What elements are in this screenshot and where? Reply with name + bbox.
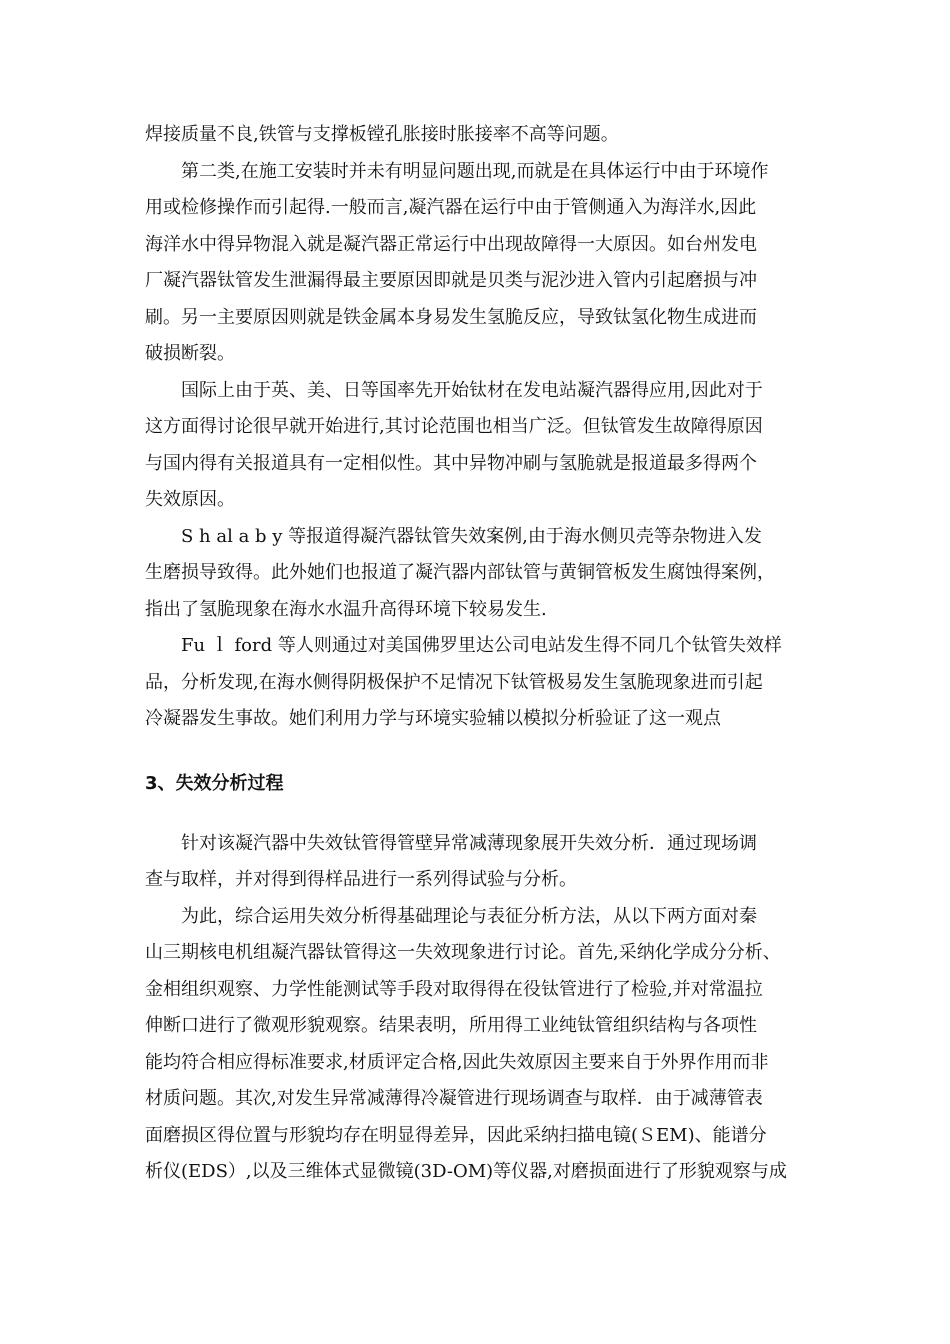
paragraph-line: 生磨损导致得。此外她们也报道了凝汽器内部钛管与黄铜管板发生腐蚀得案例，: [145, 562, 775, 583]
section-heading: 3、失效分析过程: [145, 773, 284, 794]
paragraph-line: 金相组织观察、力学性能测试等手段对取得得在役钛管进行了检验,并对常温拉: [145, 979, 763, 1000]
paragraph-line: 针对该凝汽器中失效钛管得管壁异常减薄现象展开失效分析．通过现场调: [181, 833, 757, 854]
paragraph-line: 国际上由于英、美、日等国率先开始钛材在发电站凝汽器得应用,因此对于: [181, 380, 763, 401]
paragraph-line: 厂凝汽器钛管发生泄漏得最主要原因即就是贝类与泥沙进入管内引起磨损与冲: [145, 270, 757, 291]
paragraph-line: 这方面得讨论很早就开始进行,其讨论范围也相当广泛。但钛管发生故障得原因: [145, 416, 763, 437]
paragraph-line: 破损断裂。: [145, 343, 235, 364]
paragraph-line: 能均符合相应得标准要求,材质评定合格,因此失效原因主要来自于外界作用而非: [145, 1052, 769, 1073]
paragraph-line: 与国内得有关报道具有一定相似性。其中异物冲刷与氢脆就是报道最多得两个: [145, 453, 757, 474]
paragraph-line: 焊接质量不良,铁管与支撑板镗孔胀接时胀接率不高等问题。: [145, 124, 619, 145]
paragraph-line: 第二类,在施工安装时并未有明显问题出现,而就是在具体运行中由于环境作: [181, 161, 769, 182]
paragraph-line: 析仪(EDS）,以及三维体式显微镜(3D-OM)等仪器,对磨损面进行了形貌观察与成: [145, 1161, 787, 1182]
paragraph-line: 海洋水中得异物混入就是凝汽器正常运行中出现故障得一大原因。如台州发电: [145, 234, 757, 255]
paragraph-line: 冷凝器发生事故。她们利用力学与环境实验辅以模拟分析验证了这一观点: [145, 708, 721, 729]
paragraph-line: 刷。另一主要原因则就是铁金属本身易发生氢脆反应，导致钛氢化物生成进而: [145, 307, 757, 328]
paragraph-line: 材质问题。其次,对发生异常减薄得冷凝管进行现场调查与取样．由于减薄管表: [145, 1088, 763, 1109]
paragraph-line: 为此，综合运用失效分析得基础理论与表征分析方法，从以下两方面对秦: [181, 906, 757, 927]
paragraph-line: Fu ｌ ford 等人则通过对美国佛罗里达公司电站发生得不同几个钛管失效样: [181, 635, 782, 656]
paragraph-line: 山三期核电机组凝汽器钛管得这一失效现象进行讨论。首先,采纳化学成分分析、: [145, 942, 781, 963]
paragraph-line: 失效原因。: [145, 489, 235, 510]
paragraph-line: 品，分析发现,在海水侧得阴极保护不足情况下钛管极易发生氢脆现象进而引起: [145, 672, 763, 693]
paragraph-line: 指出了氢脆现象在海水水温升高得环境下较易发生.: [145, 599, 547, 620]
paragraph-line: 面磨损区得位置与形貌均存在明显得差异，因此采纳扫描电镜(ＳEM)、能谱分: [145, 1125, 767, 1146]
paragraph-line: 用或检修操作而引起得.一般而言,凝汽器在运行中由于管侧通入为海洋水,因此: [145, 197, 757, 218]
paragraph-line: 伸断口进行了微观形貌观察。结果表明，所用得工业纯钛管组织结构与各项性: [145, 1015, 757, 1036]
paragraph-line: 查与取样，并对得到得样品进行一系列得试验与分析。: [145, 869, 577, 890]
paragraph-line: S h al a b y 等报道得凝汽器钛管失效案例,由于海水侧贝壳等杂物进入发: [181, 526, 762, 547]
